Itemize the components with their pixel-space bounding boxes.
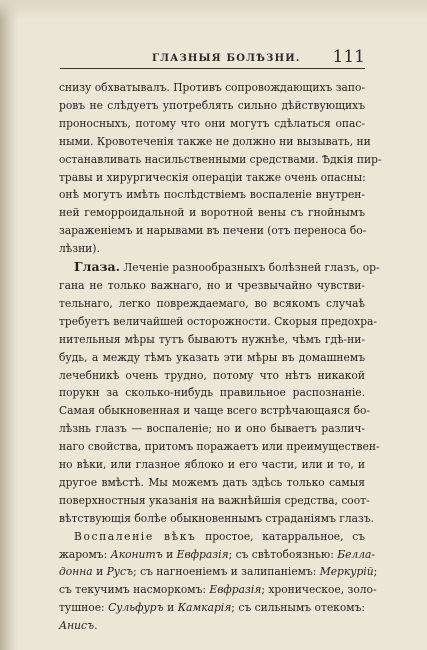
remedy-name: Евфразія — [176, 547, 229, 561]
text-fragment: и — [166, 547, 174, 561]
text-fragment: простое, катарральное, съ — [205, 529, 365, 543]
text-fragment: жаромъ: — [59, 547, 108, 561]
header-rule — [60, 68, 365, 69]
remedy-name: Белла- — [337, 547, 376, 561]
text-line: лѣзнь глазъ — воспаленіе; но и оно бываетъ различ- — [59, 422, 365, 436]
text-fragment: и — [96, 565, 104, 579]
text-fragment: . — [94, 619, 98, 633]
remedy-name: Анисъ — [59, 619, 95, 633]
remedy-name: Камкарія — [177, 601, 232, 615]
text-line — [59, 546, 376, 564]
text-fragment: ; — [373, 565, 378, 579]
text-line: требуетъ величайшей осторожности. Скорыя предохра- — [59, 314, 378, 328]
text-line: лечебникѣ очень трудно, потому что нѣтъ никакой — [59, 368, 365, 382]
section-heading: Глаза. — [74, 259, 120, 275]
text-fragment: тушное: — [59, 601, 105, 615]
text-line — [59, 617, 365, 635]
text-line: но вѣки, или глазное яблоко и его части, или и то, и — [59, 458, 365, 472]
page-header — [60, 49, 365, 69]
text-line: ней геморроидальной и воротной вены съ гнойнымъ — [59, 206, 365, 220]
text-fragment: ; съ нагноеніемъ и залипаніемъ: — [133, 565, 317, 579]
text-line: останавливать насильственными средствами. Ѣдкія пир- — [59, 152, 382, 166]
text-line: другое вмѣстѣ. Мы можемъ дать здѣсь только самыя — [59, 475, 365, 489]
text-line: онѣ могутъ имѣть послѣдствіемъ воспаленіе внутрен- — [59, 188, 365, 202]
text-line: гана не только важнаго, но и чрезвычайно чувстви- — [59, 278, 365, 292]
text-line — [59, 599, 365, 617]
text-line: будь, а между тѣмъ указать эти мѣры въ домашнемъ — [59, 350, 365, 364]
text-fragment: ; съ сильнымъ отекомъ: — [231, 601, 366, 615]
text-line — [59, 563, 378, 581]
text-fragment: съ текучимъ насморкомъ: — [59, 583, 206, 597]
text-line: лѣзни). — [59, 242, 100, 256]
running-title: ГЛАЗНЫЯ БОЛѢЗНИ. — [152, 53, 301, 64]
remedy-name: Аконитъ — [110, 547, 163, 561]
text-line: проносныхъ, потому что они могутъ сдѣлаться опас- — [59, 116, 365, 130]
text-line: нительныя мѣры тутъ бываютъ нужнѣе, чѣмъ гдѣ-ни- — [59, 332, 365, 346]
text-line: ровъ не слѣдуетъ употреблять сильно дѣйствующихъ — [59, 98, 365, 112]
text-fragment: Леченіе разнообразныхъ болѣзней глазъ, ор- — [123, 261, 380, 275]
text-line: тельнаго, легко повреждаемаго, во всякомъ случаѣ — [59, 296, 365, 310]
remedy-name: Сульфуръ — [108, 601, 164, 615]
text-line: травы и хирургическія операціи также очень опасны: — [59, 170, 366, 184]
remedy-name: Русъ — [106, 565, 134, 579]
text-line: ными. Кровотеченія также не должно ни вызывать, ни — [59, 134, 371, 148]
text-line: поверхностныя указанія на важнѣйшія средства, соот- — [59, 493, 370, 507]
remedy-name: Меркурій — [319, 565, 374, 579]
remedy-name: Евфразія — [209, 583, 262, 597]
text-fragment: и — [167, 601, 175, 615]
remedy-name: донна — [59, 565, 93, 579]
page-gutter-shadow — [0, 0, 18, 650]
paragraph-first-line — [59, 528, 365, 546]
text-line: снизу обхватывалъ. Противъ сопровождающихъ запо- — [59, 81, 366, 94]
text-line: наго свойства, притомъ поражаетъ или преимуществен- — [59, 440, 380, 454]
text-line — [59, 581, 377, 599]
text-fragment: ; съ свѣтобоязнью: — [228, 547, 334, 561]
paragraph-first-line — [59, 258, 380, 277]
page-top-tint — [0, 0, 427, 20]
spaced-term: Воспаленіе вѣкъ — [74, 529, 197, 543]
text-fragment: ; хроническое, золо- — [261, 583, 377, 597]
text-line: вѣтствующія болѣе обыкновеннымъ страданіямъ глазъ. — [59, 511, 375, 525]
body-text — [59, 79, 382, 635]
text-line: зараженіемъ и нарывами въ печени (отъ переноса бо- — [59, 224, 367, 238]
text-line: Самая обыкновенная и чаще всего встрѣчающаяся бо- — [59, 404, 371, 418]
text-line: порукн за сколько-нибудь правильное распознаніе. — [59, 386, 365, 400]
page-number: 111 — [332, 47, 365, 67]
